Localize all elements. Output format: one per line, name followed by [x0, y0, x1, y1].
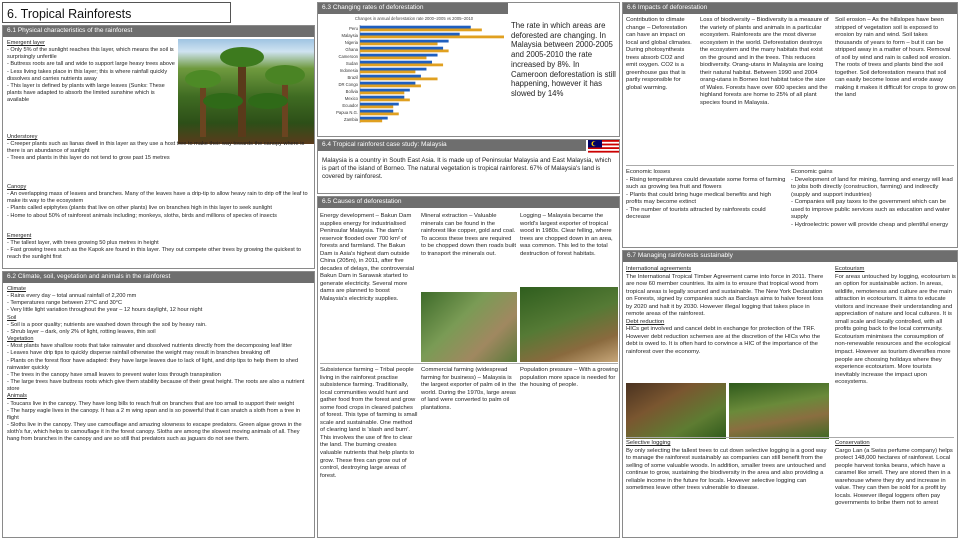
emergent-text: - Only 5% of the sunlight reaches this layer, which means the soil is surprisingly unfertile - Buttress roots are tall and wide to support large heavy trees above - Less living takes place in this layer; this is where rainfall quickly dissolves and carries nutrients away - This layer is defined by plants with large leaves (Sunks: These plants have adapted to absorb the limited sunshine which is available	[7, 47, 175, 104]
section-6-2-title: 6.2 Climate, soil, vegetation and animals in the rainforest	[3, 272, 314, 283]
chart-bar	[360, 99, 410, 102]
selective-logging-heading: Selective logging	[626, 440, 671, 446]
main-title-box	[2, 2, 231, 23]
chart-category-label: Papua N.G.	[336, 110, 358, 116]
chart-bar	[360, 103, 399, 106]
section-6-7-title: 6.7 Managing rainforests sustainably	[623, 251, 957, 262]
vegetation-text: - Most plants have shallow roots that take rainwater and dissolved nutrients directly from the decomposing leaf litter - Leaves have drip tips to quickly disperse rainfall otherwise the weight may result in branches breaking off - Plants on the forest floor have adapted: they have large leaves due to lack of light, and drip tips to help them to shed rainwater quickly - The trees in the canopy have small leaves to prevent water loss through transpiration - The large trees have buttress roots which give them stability because of their great height. The roots are also a nutrient store	[7, 343, 305, 393]
soil-heading: Soil	[7, 314, 17, 321]
debt-text: HICs get involved and cancel debt in exchange for protection of the TRF. However debt reduction schemes are at the discretion of the HICs who the debt is owed to. It is often hard to convince a HIC of the importance of the rainforest over the economy.	[626, 326, 821, 356]
understorey-heading: Understorey	[7, 134, 38, 140]
emergent-layer-block	[7, 233, 312, 262]
emergent-block	[7, 40, 177, 104]
selective-logging-block	[626, 440, 828, 493]
mineral-photo	[421, 292, 517, 362]
economic-losses-block	[626, 169, 786, 222]
economic-gains-block	[791, 169, 955, 229]
chart-category-label: Mexico	[344, 96, 358, 102]
chart-category-label: DR Congo	[338, 82, 358, 88]
impact-soil-erosion: Soil erosion – As the hillslopes have been stripped of vegetation soil is exposed to erosion by rain and wind. Soil takes thousands of years to form – but it can be stripped away in a matter of hours. Removal of soil by wind and rain is called soil erosion. The roots of trees and plants bind the soil together. Soil deforestation means that soil can easily become loose and erode away making it makes it difficult for crops to grow on the land	[835, 17, 956, 99]
main-title: 6. Tropical Rainforests	[7, 7, 132, 21]
malaysia-text: Malaysia is a country in South East Asia. It is made up of Peninsular Malaysia and East Malaysia, which is part of the island of Borneo. The natural vegetation is tropical rainforest. 67% of Malaysia's land is covered by rainforest.	[322, 157, 612, 181]
canopy-block	[7, 184, 312, 220]
chart-bar	[360, 82, 415, 85]
orangutan-photo	[626, 383, 726, 439]
economic-losses-text: - Rising temperatures could devastate some forms of farming such as growing tea fruit and flowers - Plants that could bring huge medical benefits and high profits may become extinct - The number of tourists attracted by rainforests could decrease	[626, 176, 786, 221]
international-block	[626, 266, 828, 357]
chart-bar	[360, 47, 443, 50]
chart-category-label: Zambia	[344, 117, 358, 123]
section-6-5-title: 6.5 Causes of deforestation	[318, 197, 619, 208]
chart-bar	[360, 120, 382, 123]
animals-text: - Toucans live in the canopy. They have long bills to reach fruit on branches that are too small to support their weight - The harpy eagle lives in the canopy. It has a 2 m wing span and is so powerful that it can snatch a sloth from a tree in flight - Sloths live in the canopy. They use camouflage and amazing slowness to escape predators. Green algae grows in the sloth's fur, which helps to camouflage it in the forest canopy. Sloths are among the slowest moving animals of all. They hang from branches in the canopy and are so still that predators such as jaguars do not see them.	[7, 400, 302, 443]
impact-climate: Contribution to climate change – Deforestation can have an impact on local and global climates. During photosynthesis trees absorb CO2 and emit oxygen. CO2 is a greenhouse gas that is partly responsible for global warming.	[626, 17, 692, 91]
animals-heading: Animals	[7, 393, 27, 400]
canopy-text: - An overlapping mass of leaves and branches. Many of the leaves have a drip-tip to allow heavy rain to drip off the leaf to make its way to the ecosystem - Plants called epiphytes (plants that live on other plants) live on branches high in this layer to seek sunlight - Home to about 50% of rainforest animals including; monkeys, sloths, birds and millions of species of insects	[7, 191, 308, 219]
section-6-3-title: 6.3 Changing rates of deforestation	[318, 3, 508, 14]
conservation-heading: Conservation	[835, 440, 870, 446]
selective-logging-text: By only selecting the tallest trees to cut down selective logging is a good way to manage the rainforest sustainably as companies can still benefit from the selling of some valuable woods. In addition, smaller trees are untouched and continue to grow, sustaining the biodiversity in the area and also providing a reliable income in the future for locals. However selective logging can sometimes leave other trees vulnerable to disease.	[626, 447, 827, 492]
section-6-1	[2, 25, 315, 269]
ecotourism-text: For areas untouched by logging, ecotourism is an option for sustainable action. In areas, wildlife, remoteness and culture are the main attraction in ecotourism. It aims to educate visitors and increase their understanding and appreciation of nature and local cultures. It is small scale and locally controlled, with all profits going back to the local community. Ecotourism minimises the consumption of non-renewable resources and the ecological impact. However as tourism diversifies more people are choosing holidays where they experience ecotourism. More tourists inevitably increase the impact upon ecosystems.	[835, 273, 956, 386]
international-heading: International agreements	[626, 266, 692, 272]
economic-gains-text: - Development of land for mining, farming and energy will lead to jobs both directly (construction, farming) and indirectly (supply and support industries) - Companies will pay taxes to the government which can be used to improve public services such as education and water supply - Hydroelectric power will provide cheap and plentiful energy	[791, 176, 953, 228]
climate-text: - Rains every day – total annual rainfall of 2,200 mm - Temperatures range between 27°C and 30°C - Very little light variation throughout the year – 12 hours daylight, 12 hour night	[7, 293, 203, 314]
chart-bar	[360, 89, 410, 92]
section-6-7	[622, 250, 958, 538]
forest-photo	[729, 383, 829, 439]
chart-category-label: Indonesia	[339, 68, 358, 74]
section-6-1-title: 6.1 Physical characteristics of the rainforest	[3, 26, 314, 37]
understorey-block	[7, 134, 312, 163]
economic-gains-heading: Economic gains	[791, 169, 833, 175]
section-6-5	[317, 196, 620, 538]
economic-losses-heading: Economic losses	[626, 169, 671, 175]
chart-bar	[360, 40, 449, 43]
cause-mineral: Mineral extraction – Valuable minerals can be found in the rainforest like copper, gold and coal. To access these trees are required to be chopped down then roads built to transport the minerals out.	[421, 213, 516, 257]
chart-category-label: Bolivia	[345, 89, 358, 95]
climate-heading: Climate	[7, 286, 26, 292]
malaysia-flag-icon	[588, 140, 619, 153]
rainforest-trees-icon	[178, 39, 314, 144]
chart-bar	[360, 68, 426, 71]
understorey-text: - Creeper plants such as lianas dwell in this layer as they use a host tree to make their way towards the canopy where is there is an abundance of sunlight - Trees and plants in this layer do not tend to grow past 15 metres	[7, 141, 305, 162]
causes-divider	[320, 363, 618, 364]
chart-bar	[360, 85, 421, 88]
emergent-layer-heading: Emergent	[7, 233, 32, 239]
rainforest-layers-illustration	[178, 39, 314, 144]
section-6-2	[2, 271, 315, 538]
chart-bar	[360, 57, 426, 60]
cause-commercial: Commercial farming (widespread farming for business) – Malaysia is the largest exporter of palm oil in the world. During the 1970s, large areas of land were converted to palm oil plantations.	[421, 367, 517, 411]
chart-bar	[360, 50, 449, 53]
chart-bar	[360, 36, 504, 39]
chart-category-label: Ecuador	[342, 103, 358, 109]
cause-population: Population pressure – With a growing population more space is needed for the housing of people.	[520, 367, 618, 389]
ecotourism-block	[835, 266, 956, 387]
chart-category-label: Brazil	[347, 75, 358, 81]
logging-photo	[520, 287, 618, 362]
malaysia-flag	[588, 140, 619, 153]
chart-bar	[360, 92, 404, 95]
chart-svg	[320, 21, 508, 133]
impact-biodiversity: Loss of biodiversity – Biodiversity is a measure of the variety of plants and animals in a particular ecosystem. Rainforests are the most diverse ecosystem in the world. Deforestation destroys the ecosystem and the many habitats that exist on the ground and in the trees. This reduces biodiversity. Orang-utans in Malaysia are losing their natural habitat. Between 1990 and 2004 orang-utans in Borneo lost habitat twice the size of Wales. Forests have over 600 species and the highland forests are home to 25% of all plant species found in Malaysia.	[700, 17, 829, 107]
section-6-4	[317, 139, 620, 194]
ecotourism-heading: Ecotourism	[835, 266, 865, 272]
chart-category-label: Peru	[349, 26, 358, 32]
conservation-block	[835, 440, 956, 508]
chart-bar	[360, 29, 482, 32]
international-text: The International Tropical Timber Agreement came into force in 2011. There are now 60 member countries. Its aim is to ensure that tropical wood from tropical areas is legally sourced and sustainable. The New York Declaration on Forests, signed by companies such as Barclays aims to halve forest loss by 2020 and halt it by 2030. However illegal logging that takes place in remote areas of the rainforest.	[626, 273, 824, 318]
emergent-layer-text: - The tallest layer, with trees growing 50 plus metres in height - Fast growing trees such as the Kapok are found in this layer. They out compete other trees by growing the quickest to reach the sunlight first	[7, 240, 302, 261]
chart-category-label: Nigeria	[344, 40, 358, 46]
canopy-heading: Canopy	[7, 184, 27, 190]
section-6-6	[622, 2, 958, 248]
chart-bar	[360, 26, 471, 29]
chart-category-label: Cameroon	[338, 54, 358, 60]
chart-bar	[360, 54, 438, 57]
chart-bar	[360, 75, 421, 78]
deforestation-chart	[320, 16, 508, 136]
deforestation-rate-text: The rate in which areas are deforested are changing. In Malaysia between 2000-2005 and 2005-2010 the rate increased by 8%. In Cameroon deforestation is still happening, however it has slowed by 14%	[511, 21, 616, 99]
cause-logging: Logging – Malaysia became the world's largest exporter of tropical wood in 1980s. Clear felling, where trees are chopped down in an area, was common. This led to the total destruction of forest habitats.	[520, 213, 613, 257]
section-6-4-title: 6.4 Tropical rainforest case study: Malaysia	[318, 140, 586, 151]
management-divider	[626, 437, 954, 438]
climate-soil-block	[7, 286, 312, 443]
chart-bar	[360, 96, 404, 99]
chart-bar	[360, 43, 438, 46]
chart-bar	[360, 61, 432, 64]
chart-bar	[360, 33, 460, 36]
vegetation-heading: Vegetation	[7, 336, 34, 343]
emergent-heading: Emergent layer	[7, 40, 45, 46]
chart-category-label: Malaysia	[341, 33, 358, 39]
chart-bar	[360, 106, 393, 109]
section-6-6-title: 6.6 Impacts of deforestation	[623, 3, 957, 14]
chart-bar	[360, 113, 399, 116]
chart-bar	[360, 110, 393, 113]
soil-text: - Soil is a poor quality; nutrients are washed down through the soil by heavy rain. - Shrub layer – dark, only 2% of light, rotting leaves, thin soil	[7, 321, 207, 335]
chart-bar	[360, 78, 438, 81]
chart-category-label: Sudan	[345, 61, 358, 67]
impacts-divider	[626, 165, 954, 166]
conservation-text: Cargo Lan (a Swiss perfume company) helps protect 148,000 hectares of rainforest. Local people harvest tonka beans, which have a caramel like smell. They are stored then in a warehouse where they dry and increase in value. They can then be sold for a profit by locals. However illegal loggers often pay governments to bribe them not to arrest	[835, 447, 953, 507]
cause-subsistence: Subsistence farming – Tribal people living in the rainforest practise subsistence farming. Traditionally, local communities would hunt and gather food from the forest and grow some food crops in cleared patches of forest. This type of farming is small scale and sustainable. One method of clearing land is 'slash and burn'. This involves the use of fire to clear the land. The burning creates valuable nutrients that help plants to grow. These fires can grow out of control, destroying large areas of forest.	[320, 367, 418, 479]
section-6-3	[317, 2, 620, 137]
chart-title: Changes in annual deforestation rate 2000–2005 vs 2005–2010	[354, 16, 474, 21]
chart-bar	[360, 71, 415, 74]
chart-bar	[360, 64, 443, 67]
debt-heading: Debt reduction	[626, 318, 665, 325]
chart-bar	[360, 117, 388, 120]
chart-category-label: Ghana	[345, 47, 358, 53]
cause-energy: Energy development – Bakun Dam supplies energy for industrialised Peninsular Malaysia. The dam's reservoir flooded over 700 km² of forests and farmland. The Bakun Dam is Asia's highest dam outside China (205m), in 2011, after five decades of delays, the controversial Bakun Dam in Sarawak started to generate electricity. Several more dams are planned to boost Malaysia's electricity supplies.	[320, 213, 414, 303]
